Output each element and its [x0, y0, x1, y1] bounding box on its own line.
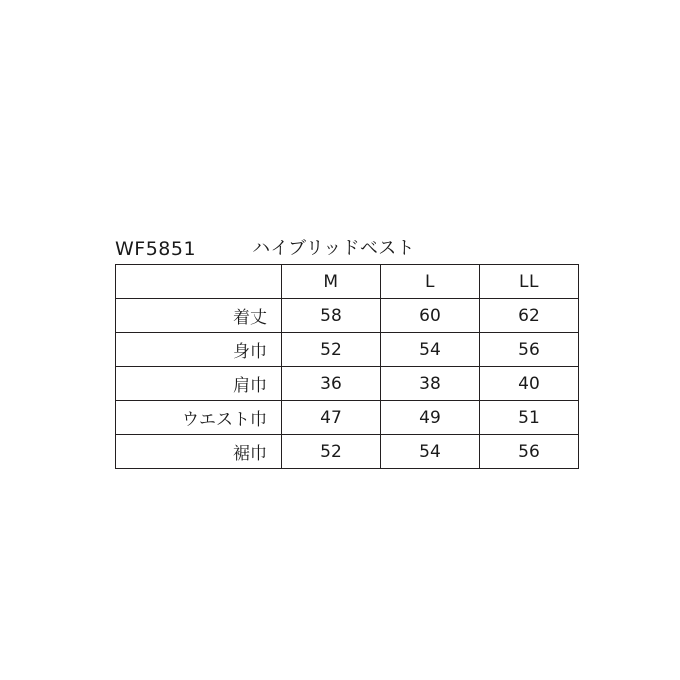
- cell-katahaba-l: 38: [381, 367, 480, 401]
- table-row: [116, 299, 579, 333]
- table-row: [116, 333, 579, 367]
- cell-waist-m: 47: [282, 401, 381, 435]
- table-row: [116, 367, 579, 401]
- row-label-susohaba: 裾巾: [116, 435, 282, 469]
- table-corner-cell: [116, 265, 282, 299]
- cell-mihaba-m: 52: [282, 333, 381, 367]
- row-label-waist: ウエスト巾: [116, 401, 282, 435]
- chart-heading: [115, 228, 555, 260]
- cell-katahaba-ll: 40: [480, 367, 579, 401]
- cell-katahaba-m: 36: [282, 367, 381, 401]
- cell-waist-l: 49: [381, 401, 480, 435]
- cell-waist-ll: 51: [480, 401, 579, 435]
- product-code: WF5851: [115, 238, 197, 260]
- cell-kitake-m: 58: [282, 299, 381, 333]
- cell-susohaba-ll: 56: [480, 435, 579, 469]
- table-row: [116, 435, 579, 469]
- size-header-ll: LL: [480, 265, 579, 299]
- cell-kitake-l: 60: [381, 299, 480, 333]
- cell-susohaba-l: 54: [381, 435, 480, 469]
- cell-mihaba-ll: 56: [480, 333, 579, 367]
- cell-kitake-ll: 62: [480, 299, 579, 333]
- row-label-kitake: 着丈: [116, 299, 282, 333]
- size-header-m: M: [282, 265, 381, 299]
- size-header-l: L: [381, 265, 480, 299]
- table-header-row: [116, 265, 579, 299]
- size-measurement-table: [115, 264, 579, 469]
- cell-mihaba-l: 54: [381, 333, 480, 367]
- row-label-mihaba: 身巾: [116, 333, 282, 367]
- table-row: [116, 401, 579, 435]
- cell-susohaba-m: 52: [282, 435, 381, 469]
- product-name: ハイブリッドベスト: [252, 238, 415, 259]
- row-label-katahaba: 肩巾: [116, 367, 282, 401]
